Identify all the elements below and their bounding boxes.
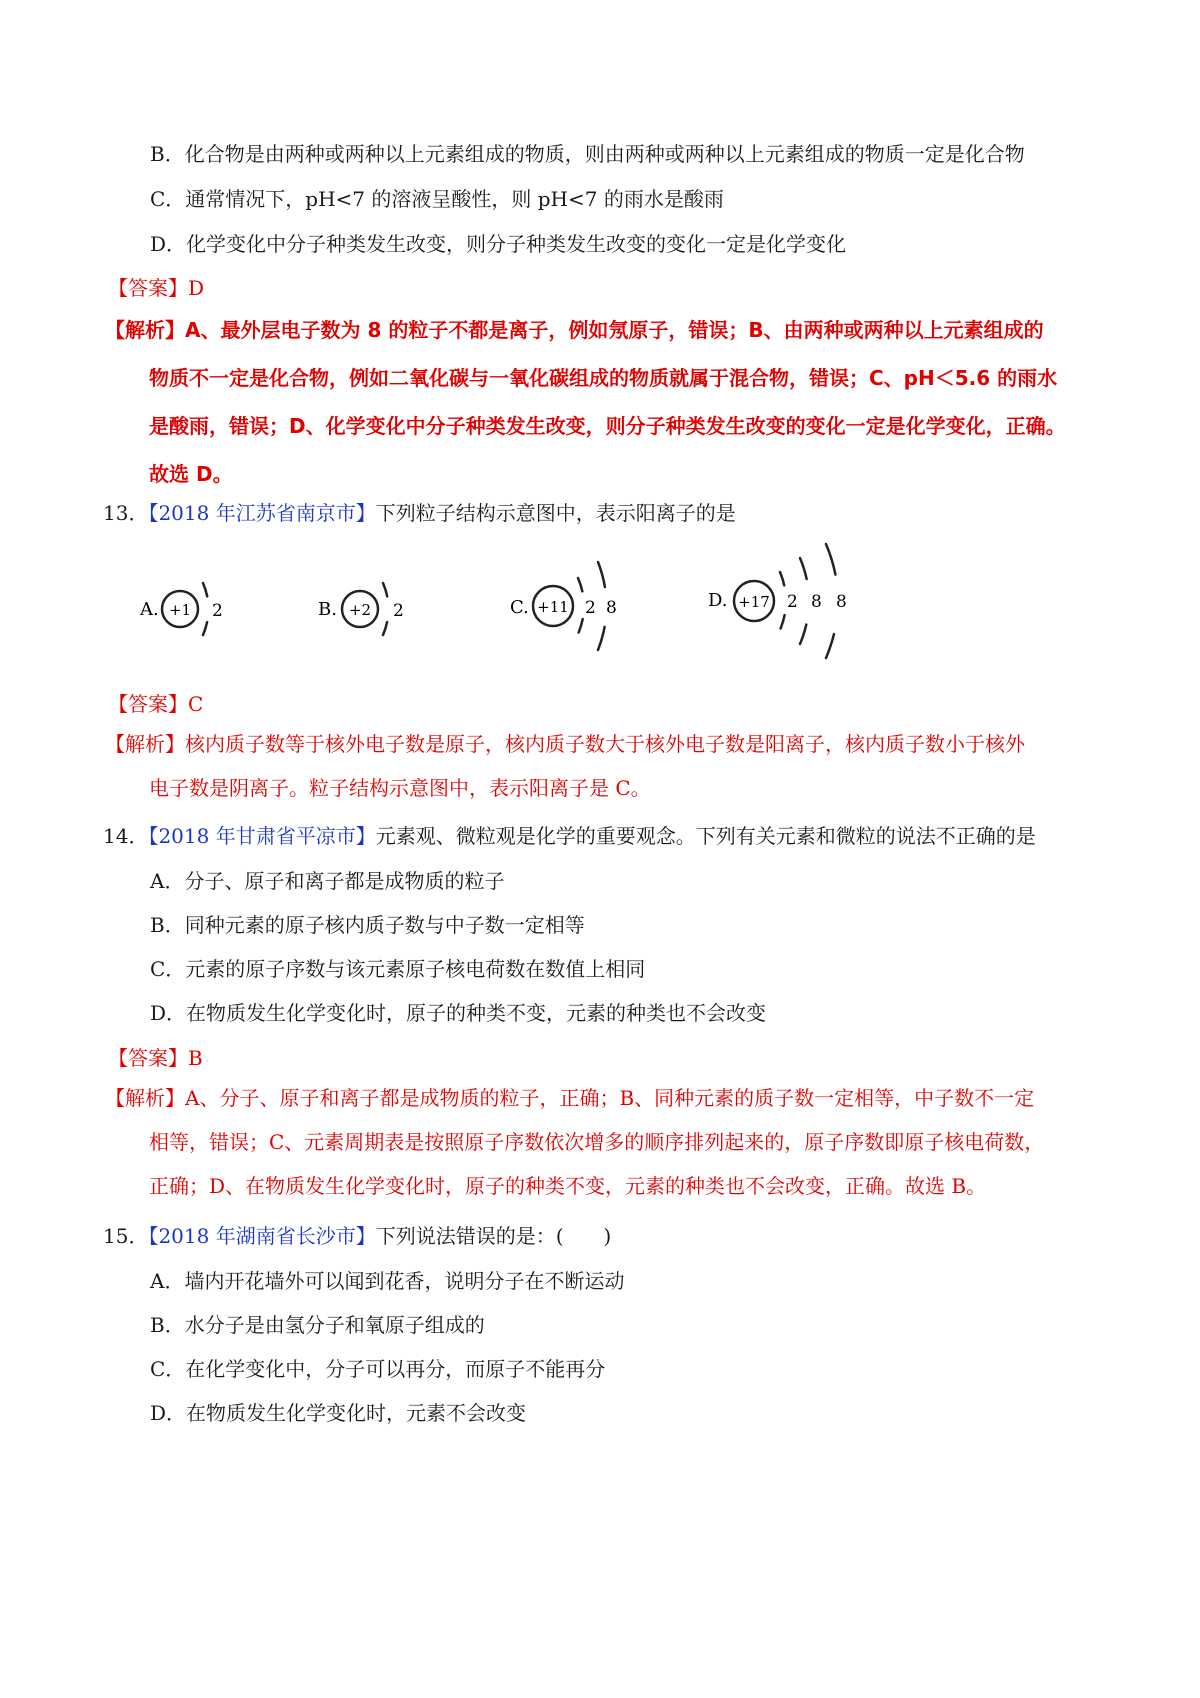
q15-stem: 15．【2018 年湖南省长沙市】下列说法错误的是：( ) — [103, 1224, 612, 1248]
q13-stem: 13．【2018 年江苏省南京市】下列粒子结构示意图中，表示阳离子的是 — [103, 501, 736, 525]
diagram-d — [708, 544, 847, 658]
q15-option-b: B．水分子是由氢分子和氧原子组成的 — [150, 1313, 485, 1337]
diagram-d-shell-2: 8 — [811, 592, 822, 612]
diagram-c — [510, 562, 617, 650]
diagram-a-shell-1: 2 — [212, 601, 223, 621]
q12-option-c: C．通常情况下，pH<7 的溶液呈酸性，则 pH<7 的雨水是酸雨 — [150, 187, 724, 211]
q14-stem: 14．【2018 年甘肃省平凉市】元素观、微粒观是化学的重要观念。下列有关元素和微粒的说法不正确的是 — [103, 824, 1036, 848]
q12-option-d: D．化学变化中分子种类发生改变，则分子种类发生改变的变化一定是化学变化 — [150, 232, 847, 256]
q13-explanation: 【解析】核内质子数等于核外电子数是原子，核内质子数大于核外电子数是阳离子，核内质子数小于核外 电子数是阴离子。粒子结构示意图中，表示阳离子是 C。 — [105, 732, 1025, 800]
diagram-c-label: C. — [510, 597, 529, 618]
q15-option-c: C．在化学变化中，分子可以再分，而原子不能再分 — [150, 1357, 606, 1381]
diagram-c-shell-1: 2 — [585, 598, 596, 618]
q14-option-b: B．同种元素的原子核内质子数与中子数一定相等 — [150, 913, 585, 937]
q14-option-d: D．在物质发生化学变化时，原子的种类不变，元素的种类也不会改变 — [150, 1001, 767, 1025]
q14-option-c: C．元素的原子序数与该元素原子核电荷数在数值上相同 — [150, 957, 646, 981]
diagram-c-nucleus: +11 — [537, 598, 569, 616]
diagram-a-label: A. — [140, 599, 159, 620]
diagram-d-shell-3: 8 — [836, 592, 847, 612]
diagram-b-shell-1: 2 — [393, 601, 404, 621]
q14-explanation: 【解析】A、分子、原子和离子都是成物质的粒子，正确；B、同种元素的质子数一定相等，中子数不一定 相等，错误；C、元素周期表是按照原子序数依次增多的顺序排列起来的，原子序数即原子核电荷数， 正确；D、在物质发生化学变化时，原子的种类不变，元素的种类也不会改变，正确。故选 B。 — [105, 1086, 1045, 1198]
q14-answer: 【答案】B — [108, 1046, 203, 1070]
diagram-d-label: D. — [708, 590, 728, 611]
diagram-a — [139, 583, 223, 635]
diagram-b-nucleus: +2 — [348, 601, 372, 619]
q12-answer: 【答案】D — [108, 276, 205, 300]
diagram-a-nucleus: +1 — [168, 601, 192, 619]
diagram-b — [318, 583, 404, 635]
diagram-d-nucleus: +17 — [738, 593, 770, 611]
diagram-c-shell-2: 8 — [606, 598, 617, 618]
diagram-b-label: B. — [318, 599, 337, 620]
diagram-d-shell-1: 2 — [787, 592, 798, 612]
q13-answer: 【答案】C — [108, 692, 204, 716]
q13-particle-diagrams — [0, 540, 1200, 680]
q14-option-a: A．分子、原子和离子都是成物质的粒子 — [150, 869, 505, 893]
q15-option-a: A．墙内开花墙外可以闻到花香，说明分子在不断运动 — [150, 1269, 625, 1293]
q12-explanation: 【解析】A、最外层电子数为 8 的粒子不都是离子，例如氖原子，错误；B、由两种或两种以上元素组成的 物质不一定是化合物，例如二氧化碳与一氧化碳组成的物质就属于混合物，错误；C、pH＜5.6 的雨水 是酸雨，错误；D、化学变化中分子种类发生改变，则分子种类发生改变的变化一定是化学变化，正确。 故选 D。 — [105, 318, 1066, 486]
q15-option-d: D．在物质发生化学变化时，元素不会改变 — [150, 1401, 527, 1425]
q12-option-b: B．化合物是由两种或两种以上元素组成的物质，则由两种或两种以上元素组成的物质一定是化合物 — [150, 142, 1025, 166]
